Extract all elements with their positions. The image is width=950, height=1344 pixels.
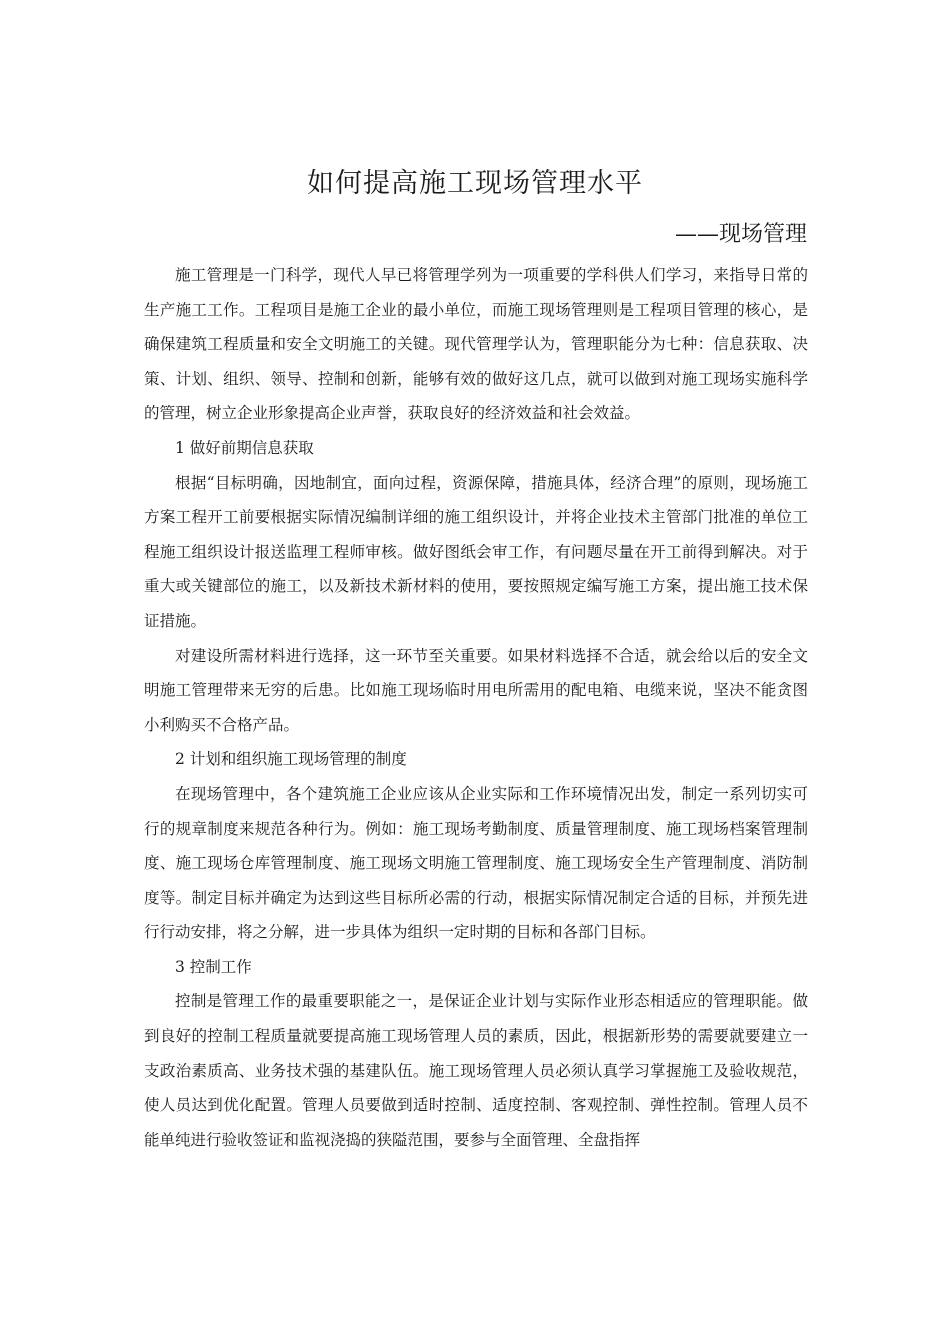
- section-heading-1: 1 做好前期信息获取: [175, 438, 314, 457]
- paragraph-3: 控制是管理工作的最重要职能之一，是保证企业计划与实际作业形态相适应的管理职能。做到良好的控制工程质量就要提高施工现场管理人员的素质，因此，根据新形势的需要就要建立一支政治素质高、业务技术强的基建队伍。施工现场管理人员必须认真学习掌握施工及验收规范，使人员达到优化配置。管理人员要做到适时控制、适度控制、客观控制、弹性控制。管理人员不能单纯进行验收签证和监视浇捣的狭隘范围，要参与全面管理、全盘指挥: [144, 992, 808, 1149]
- document-title: 如何提高施工现场管理水平: [307, 168, 643, 199]
- paragraph-intro: 施工管理是一门科学，现代人早已将管理学列为一项重要的学科供人们学习，来指导日常的生产施工工作。工程项目是施工企业的最小单位，而施工现场管理则是工程项目管理的核心，是确保建筑工程质量和安全文明施工的关键。现代管理学认为，管理职能分为七种：信息获取、决策、计划、组织、领导、控制和创新，能够有效的做好这几点，就可以做到对施工现场实施科学的管理，树立企业形象提高企业声誉，获取良好的经济效益和社会效益。: [144, 266, 808, 423]
- section-heading-2: 2 计划和组织施工现场管理的制度: [175, 750, 407, 769]
- paragraph-2: 在现场管理中，各个建筑施工企业应该从企业实际和工作环境情况出发，制定一系列切实可行的规章制度来规范各种行为。例如：施工现场考勤制度、质量管理制度、施工现场档案管理制度、施工现场仓库管理制度、施工现场文明施工管理制度、施工现场安全生产管理制度、消防制度等。制定目标并确定为达到这些目标所必需的行动，根据实际情况制定合适的目标，并预先进行行动安排，将之分解，进一步具体为组织一定时期的目标和各部门目标。: [144, 784, 808, 942]
- paragraph-1a: 根据“目标明确，因地制宜，面向过程，资源保障，措施具体，经济合理”的原则，现场施工方案工程开工前要根据实际情况编制详细的施工组织设计，并将企业技术主管部门批准的单位工程施工组织设计报送监理工程师审核。做好图纸会审工作，有问题尽量在开工前得到解决。对于重大或关键部位的施工，以及新技术新材料的使用，要按照规定编写施工方案，提出施工技术保证措施。: [144, 473, 808, 630]
- document-subtitle: ——现场管理: [674, 222, 807, 247]
- paragraph-1b: 对建设所需材料进行选择，这一环节至关重要。如果材料选择不合适，就会给以后的安全文明施工管理带来无穷的后患。比如施工现场临时用电所需用的配电箱、电缆来说，坚决不能贪图小利购买不合格产品。: [144, 646, 808, 734]
- document-body: [144, 258, 808, 1157]
- section-heading-3: 3 控制工作: [175, 957, 252, 976]
